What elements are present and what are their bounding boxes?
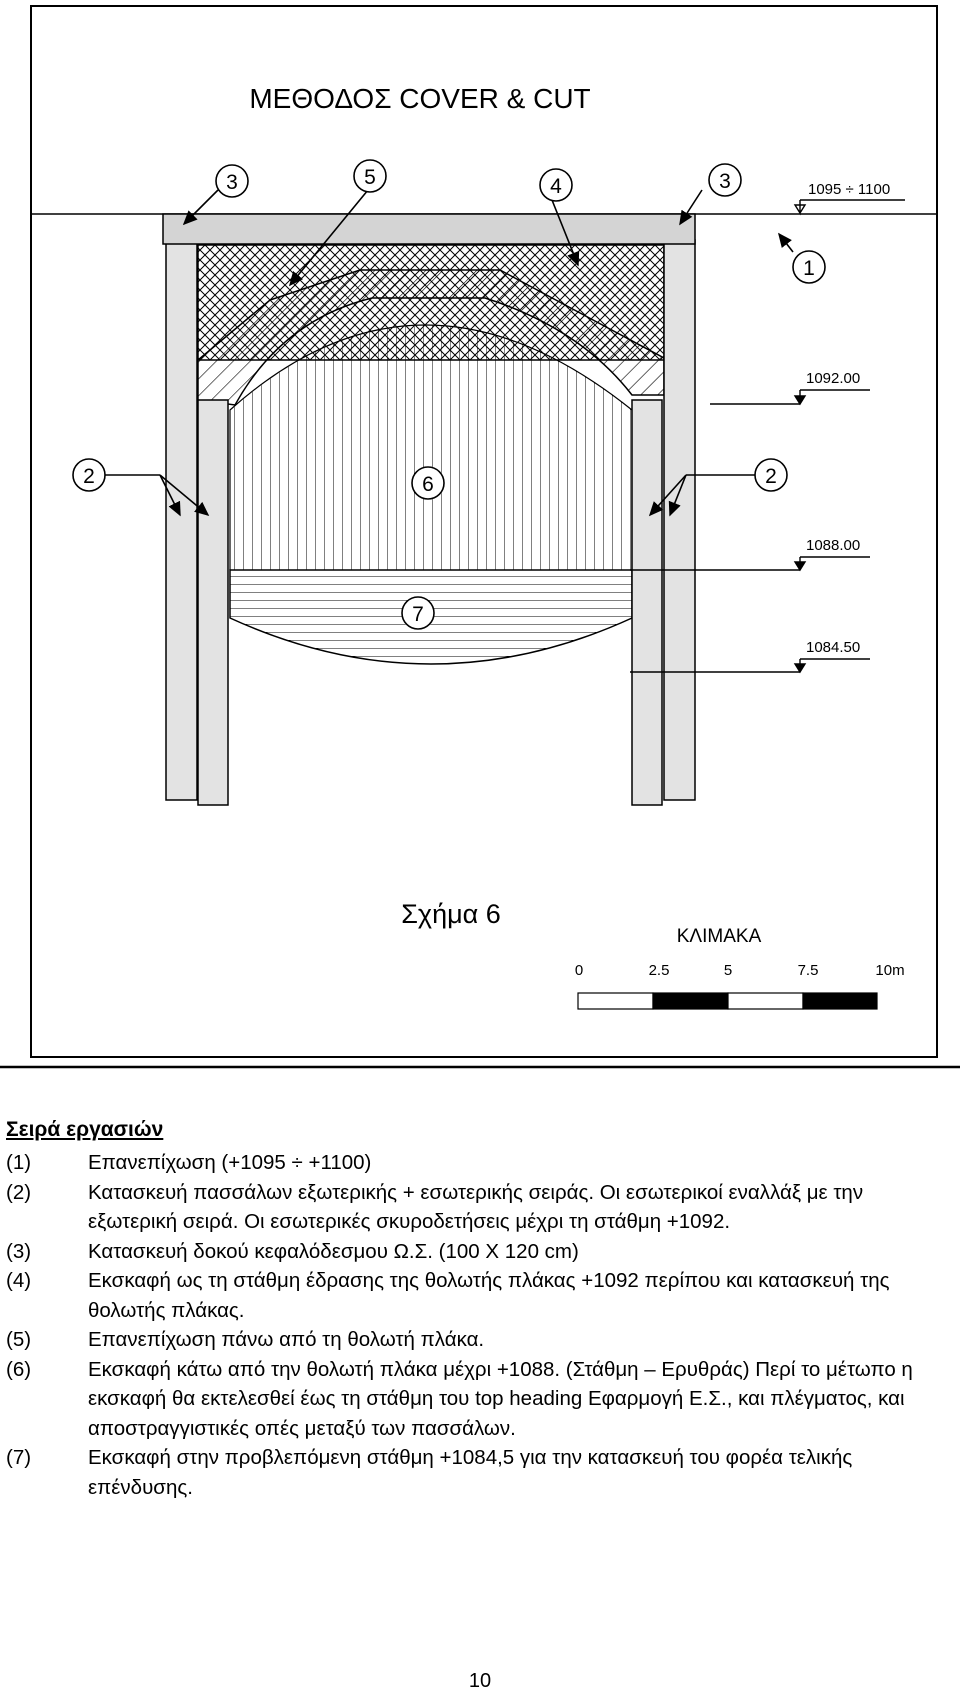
outer-pile-right <box>664 240 695 800</box>
list-item <box>6 1266 956 1325</box>
figure-title: ΜΕΘΟΔΟΣ COVER & CUT <box>249 83 591 114</box>
inner-pile-left <box>198 400 228 805</box>
item-number: (6) <box>6 1357 32 1381</box>
marker-3-right: 3 <box>719 170 731 193</box>
work-sequence-heading: Σειρά εργασιών <box>6 1118 164 1141</box>
marker-3-left: 3 <box>226 171 238 194</box>
capping-beam <box>163 214 695 244</box>
item-text: Κατασκευή πασσάλων εξωτερικής + εσωτερικής σειράς. Οι εσωτερικοί εναλλάξ με την εξωτερική σειρά. Οι εσωτερικές σκυροδετήσεις μέχρι τη στάθμη +1092. <box>88 1180 864 1233</box>
inner-pile-right <box>632 400 662 805</box>
list-item <box>6 1355 956 1444</box>
outer-pile-left <box>166 240 197 800</box>
scale-label: ΚΛΙΜΑΚΑ <box>676 926 762 947</box>
item-number: (4) <box>6 1269 32 1292</box>
item-number: (2) <box>6 1180 32 1204</box>
scale-tick-0: 0 <box>574 962 584 979</box>
figure-caption: Σχήμα 6 <box>401 899 501 929</box>
page-number: 10 <box>468 1670 492 1692</box>
item-text: Εκσκαφή κάτω από την θολωτή πλάκα μέχρι +1088. (Στάθμη – Ερυθράς) Περί το μέτωπο η εκσκαφή θα εκτελεσθεί έως τη στάθμη του top heading Εφαρμογή Ε.Σ., και πλέγματος, και αποστραγγιστικές οπές μεταξύ των πασσάλων. <box>88 1357 913 1440</box>
item-text: Εκσκαφή ως τη στάθμη έδρασης της θολωτής πλάκας +1092 περίπου και κατασκευή της θολωτής πλάκας. <box>88 1269 890 1322</box>
item-number: (1) <box>6 1151 32 1174</box>
scale-tick-10m: 10m <box>875 962 905 979</box>
marker-4: 4 <box>550 175 562 198</box>
elevation-1092: 1092.00 <box>806 370 861 387</box>
marker-5: 5 <box>364 166 376 189</box>
list-item <box>6 1443 956 1502</box>
list-item <box>6 1148 956 1178</box>
elevation-1095-1100: 1095 ÷ 1100 <box>808 181 891 198</box>
item-text: Επανεπίχωση πάνω από τη θολωτή πλάκα. <box>88 1328 485 1351</box>
scale-tick-5: 5 <box>723 962 733 979</box>
item-text: Εκσκαφή στην προβλεπόμενη στάθμη +1084,5 για την κατασκευή του φορέα τελικής επένδυσης. <box>88 1446 853 1499</box>
list-item <box>6 1178 956 1237</box>
marker-7: 7 <box>412 603 424 626</box>
scale-tick-7-5: 7.5 <box>797 962 819 979</box>
item-number: (7) <box>6 1446 32 1469</box>
work-sequence-section <box>6 1115 956 1502</box>
list-item <box>6 1237 956 1267</box>
elevation-1088: 1088.00 <box>806 537 861 554</box>
list-item <box>6 1325 956 1355</box>
scale-tick-2-5: 2.5 <box>648 962 670 979</box>
marker-2-left: 2 <box>83 465 95 488</box>
marker-6: 6 <box>422 473 434 496</box>
item-number: (3) <box>6 1239 32 1263</box>
item-text: Κατασκευή δοκού κεφαλόδεσμου Ω.Σ. (100 Χ 120 cm) <box>88 1239 579 1263</box>
scale-bar <box>578 993 877 1009</box>
item-text: Επανεπίχωση (+1095 ÷ +1100) <box>88 1151 372 1174</box>
marker-1: 1 <box>803 257 815 280</box>
elevation-1084-5: 1084.50 <box>806 639 861 656</box>
marker-2-right: 2 <box>765 465 777 488</box>
item-number: (5) <box>6 1328 32 1351</box>
